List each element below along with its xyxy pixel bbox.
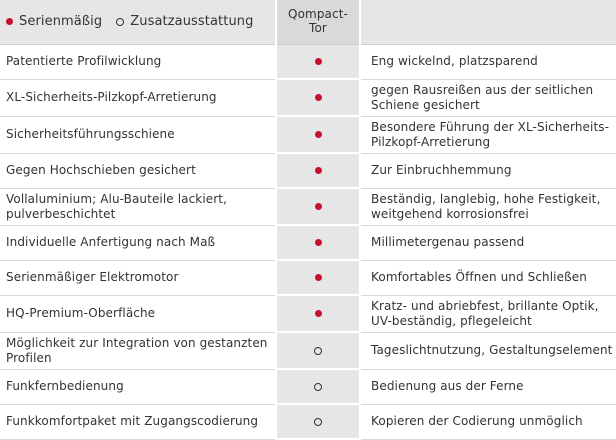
availability-cell: [276, 153, 360, 188]
availability-cell: [276, 295, 360, 332]
table-row: [0, 404, 616, 439]
legend: [0, 0, 276, 44]
benefit-cell: Kopieren der Codierung unmöglich: [360, 404, 616, 439]
filled-dot-icon: [315, 131, 322, 138]
benefit-cell: gegen Rausreißen aus der seitlichen Schiene gesichert: [360, 79, 616, 116]
benefit-cell: Kratz- und abriebfest, brillante Optik, UV-beständig, pflegeleicht: [360, 295, 616, 332]
feature-cell: Individuelle Anfertigung nach Maß: [0, 225, 276, 260]
benefit-cell: Zur Einbruchhemmung: [360, 153, 616, 188]
table-row: [0, 225, 616, 260]
hollow-dot-icon: [314, 347, 322, 355]
filled-dot-icon: [315, 58, 322, 65]
table-header-row: [0, 0, 616, 44]
availability-cell: [276, 116, 360, 153]
benefit-cell: Besondere Führung der XL-Sicherheits-Pilzkopf-Arretierung: [360, 116, 616, 153]
benefit-cell: Tageslichtnutzung, Gestaltungselement: [360, 332, 616, 369]
feature-cell: Möglichkeit zur Integration von gestanzten Profilen: [0, 332, 276, 369]
feature-cell: Funkkomfortpaket mit Zugangscodierung: [0, 404, 276, 439]
benefit-cell: Millimetergenau passend: [360, 225, 616, 260]
benefit-cell: Eng wickelnd, platzsparend: [360, 44, 616, 79]
availability-cell: [276, 260, 360, 295]
filled-dot-icon: [315, 310, 322, 317]
table-row: [0, 332, 616, 369]
table-row: [0, 44, 616, 79]
availability-cell: [276, 404, 360, 439]
feature-cell: Serienmäßiger Elektromotor: [0, 260, 276, 295]
filled-dot-icon: [315, 274, 322, 281]
product-column-header: [276, 0, 360, 44]
product-column-label: Qompact- Tor: [288, 7, 348, 36]
availability-cell: [276, 369, 360, 404]
filled-dot-icon: [315, 203, 322, 210]
table-row: [0, 295, 616, 332]
filled-dot-icon: [315, 167, 322, 174]
benefit-cell: Bedienung aus der Ferne: [360, 369, 616, 404]
feature-cell: Gegen Hochschieben gesichert: [0, 153, 276, 188]
legend-standard-label: Serienmäßig: [19, 14, 103, 30]
filled-dot-icon: [6, 18, 13, 25]
table-row: [0, 153, 616, 188]
hollow-dot-icon: [116, 18, 124, 26]
legend-optional-label: Zusatzausstattung: [130, 14, 254, 30]
availability-cell: [276, 44, 360, 79]
filled-dot-icon: [315, 239, 322, 246]
feature-cell: Vollaluminium; Alu-Bauteile lackiert, pulverbeschichtet: [0, 188, 276, 225]
table-row: [0, 116, 616, 153]
benefit-cell: Beständig, langlebig, hohe Festigkeit, weitgehend korrosionsfrei: [360, 188, 616, 225]
availability-cell: [276, 332, 360, 369]
table-row: [0, 369, 616, 404]
legend-optional: [116, 14, 253, 29]
feature-cell: Funkfernbedienung: [0, 369, 276, 404]
feature-cell: Sicherheitsführungsschiene: [0, 116, 276, 153]
benefit-cell: Komfortables Öffnen und Schließen: [360, 260, 616, 295]
availability-cell: [276, 79, 360, 116]
hollow-dot-icon: [314, 383, 322, 391]
availability-cell: [276, 188, 360, 225]
table-row: [0, 79, 616, 116]
legend-standard: [6, 14, 102, 29]
feature-cell: XL-Sicherheits-Pilzkopf-Arretierung: [0, 79, 276, 116]
feature-cell: Patentierte Profilwicklung: [0, 44, 276, 79]
filled-dot-icon: [315, 94, 322, 101]
hollow-dot-icon: [314, 418, 322, 426]
table-row: [0, 188, 616, 225]
benefit-column-header: [360, 0, 616, 44]
availability-cell: [276, 225, 360, 260]
feature-cell: HQ-Premium-Oberfläche: [0, 295, 276, 332]
table-row: [0, 260, 616, 295]
